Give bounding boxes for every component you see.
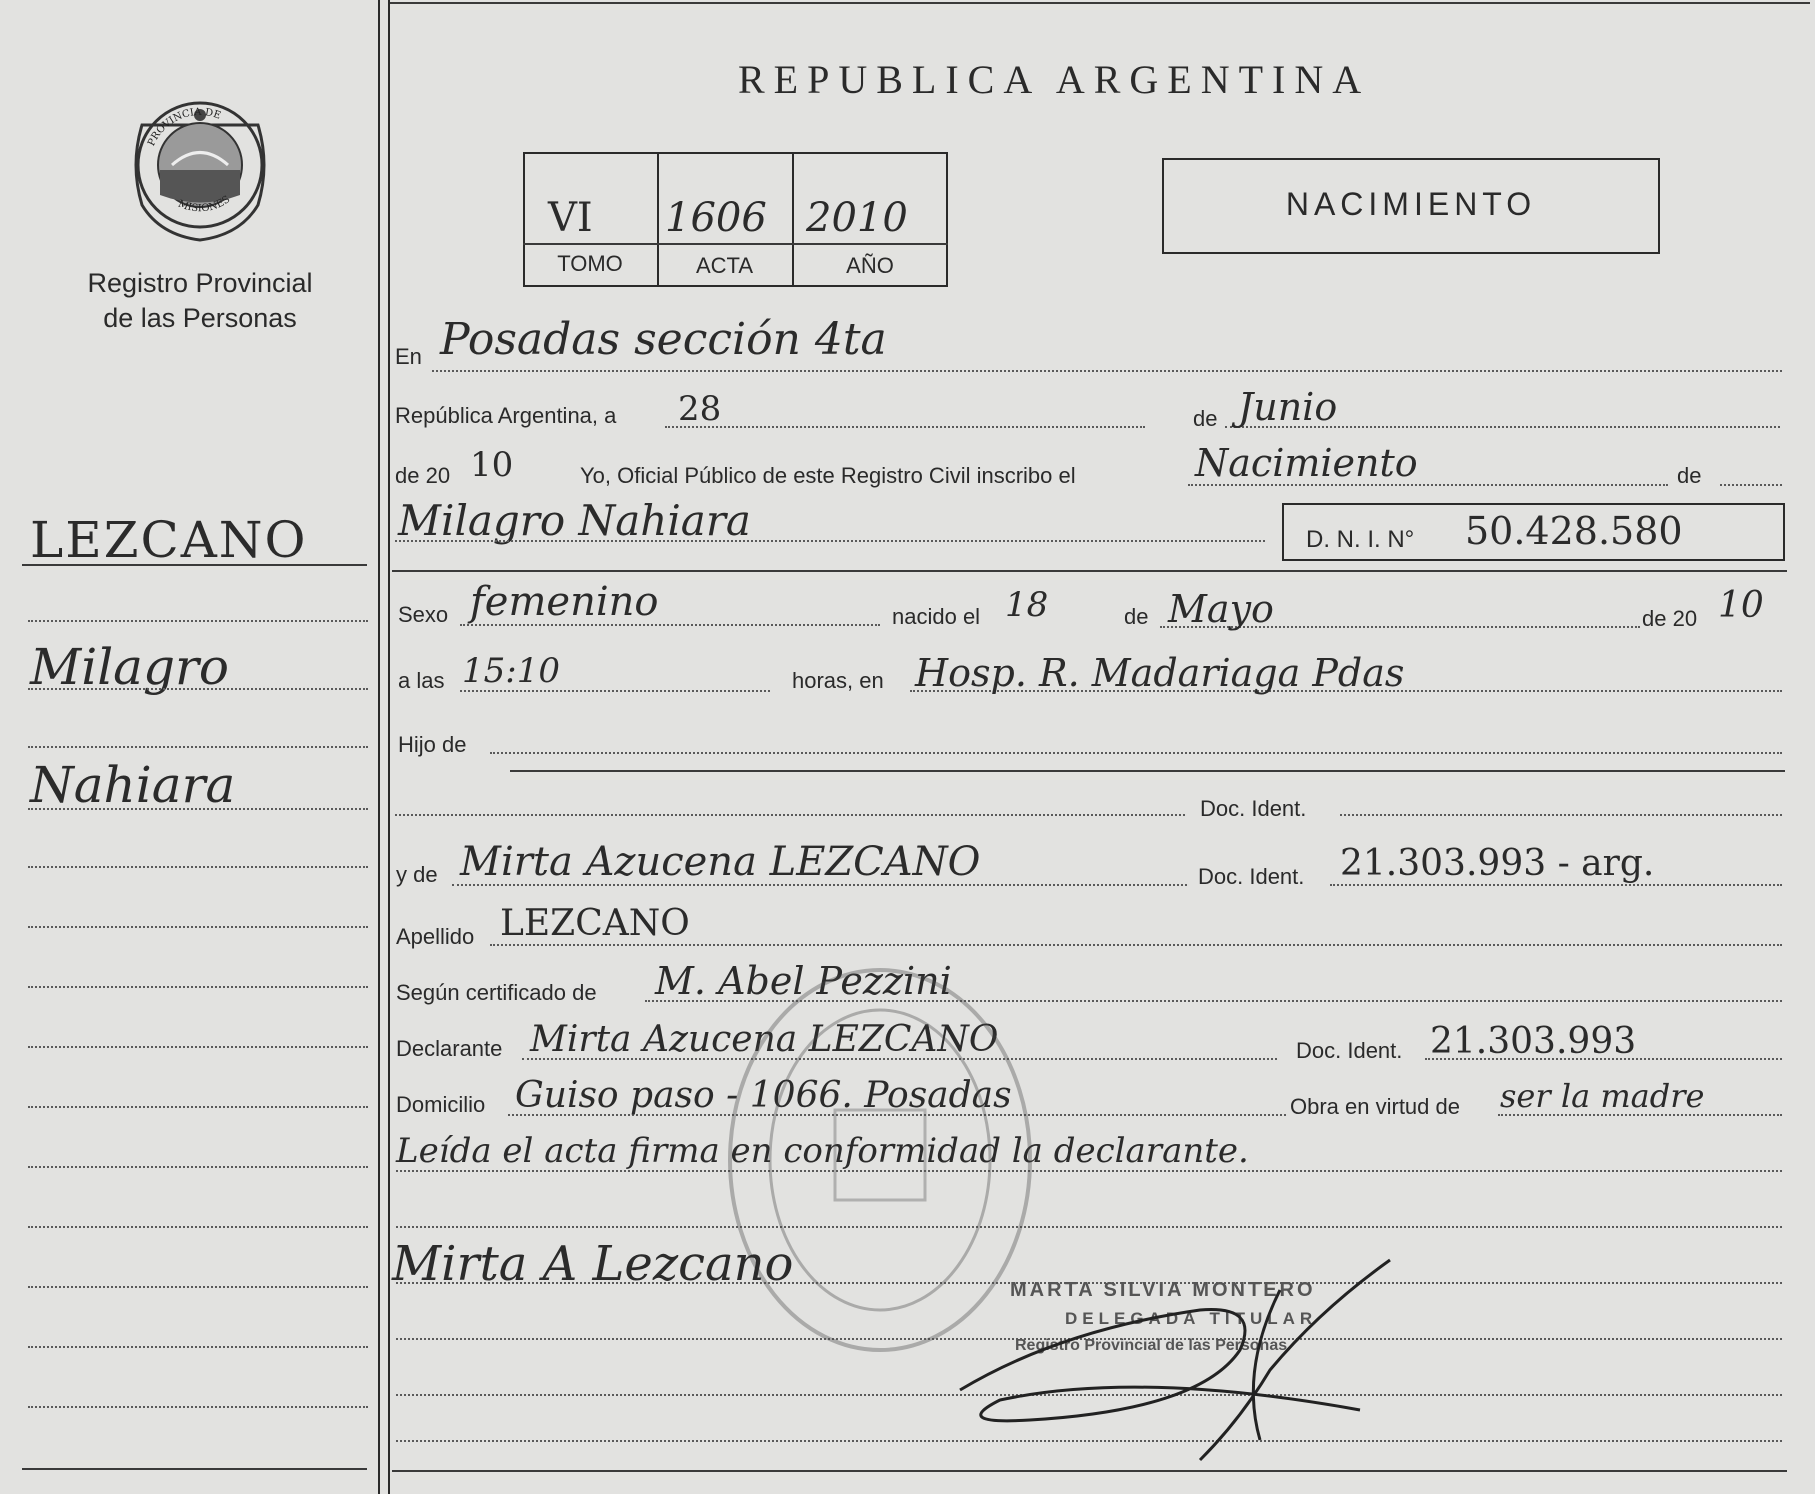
dni-label: D. N. I. N° (1306, 526, 1415, 553)
ano-value: 2010 (806, 195, 908, 241)
hijo-label: Hijo de (398, 732, 467, 757)
declarante-label: Declarante (396, 1036, 503, 1061)
country-title: REPUBLICA ARGENTINA (738, 57, 1371, 102)
left-dotline (28, 688, 368, 690)
left-dotline (28, 1286, 368, 1288)
segun-label: Según certificado de (396, 980, 597, 1005)
doc-ident-label-2: Doc. Ident. (1198, 864, 1305, 889)
left-dotline (28, 1166, 368, 1168)
birth-day: 18 (1005, 585, 1049, 625)
obra-value: ser la madre (1500, 1077, 1705, 1115)
name-dotline (395, 540, 1265, 542)
de-label-2: de (1677, 463, 1702, 488)
de20-label: de 20 (395, 463, 451, 488)
left-panel-divider (378, 0, 380, 1494)
month-value: Junio (1238, 385, 1338, 429)
domicilio-value: Guiso paso - 1066. Posadas (515, 1075, 1012, 1116)
alas-label: a las (398, 668, 445, 693)
hijo-dotline (490, 752, 1782, 754)
tomo-label: TOMO (557, 251, 623, 276)
de-label: de (1193, 406, 1218, 431)
hour-value: 15:10 (462, 651, 560, 691)
father-doc-dotline-left (395, 814, 1185, 816)
name-value: Milagro Nahiara (398, 496, 751, 545)
form-left-border (388, 0, 390, 1494)
inscribo-end-dotline (1720, 484, 1782, 486)
yde-label: y de (396, 862, 438, 887)
place-value: Hosp. R. Madariaga Pdas (915, 651, 1405, 695)
birth-month: Mayo (1168, 587, 1274, 631)
declarante-doc: 21.303.993 (1430, 1021, 1637, 1062)
left-dotline (28, 620, 368, 622)
left-dotline (28, 808, 368, 810)
left-dotline (28, 986, 368, 988)
section-divider (392, 570, 1787, 572)
left-surname-line (22, 564, 367, 566)
left-dotline (28, 1226, 368, 1228)
declarant-signature: Mirta A Lezcano (392, 1236, 794, 1292)
misiones-seal (120, 85, 280, 245)
left-dotline (28, 866, 368, 868)
left-dotline (28, 1046, 368, 1048)
seal-bottom-text: MISIONES (176, 194, 233, 215)
acta-value: 1606 (665, 195, 767, 241)
en-value: Posadas sección 4ta (440, 314, 887, 365)
yo-text: Yo, Oficial Público de este Registro Civil inscribo el (580, 463, 1076, 488)
left-second-name: Nahiara (30, 756, 236, 814)
obra-label: Obra en virtud de (1290, 1094, 1460, 1119)
reading-value: Leída el acta firma en conformidad la declarante. (396, 1131, 1249, 1171)
registry-name-line1: Registro Provincial (87, 268, 313, 298)
mother-value: Mirta Azucena LEZCANO (460, 839, 981, 885)
de-label-3: de (1124, 604, 1149, 629)
sexo-label: Sexo (398, 602, 449, 627)
apellido-dotline (490, 944, 1782, 946)
domicilio-label: Domicilio (396, 1092, 486, 1117)
mother-doc: 21.303.993 - arg. (1340, 843, 1655, 884)
ano-label: AÑO (846, 253, 894, 278)
section-divider (510, 770, 1785, 772)
de20-label-2: de 20 (1642, 606, 1698, 631)
record-box-underline (523, 243, 948, 245)
left-first-name: Milagro (30, 638, 229, 696)
declarante-value: Mirta Azucena LEZCANO (530, 1019, 999, 1060)
day-value: 28 (678, 389, 722, 429)
registry-name-line2: de las Personas (103, 303, 297, 333)
blank-dotline (396, 1226, 1782, 1228)
nacido-label: nacido el (892, 604, 981, 629)
inscribo-value: Nacimiento (1195, 441, 1418, 485)
left-dotline (28, 1106, 368, 1108)
horas-label: horas, en (792, 668, 884, 693)
left-dotline (28, 1406, 368, 1408)
dni-value: 50.428.580 (1465, 509, 1683, 553)
republica-label: República Argentina, a (395, 403, 617, 428)
left-dotline (28, 926, 368, 928)
day-dotline (665, 426, 1145, 428)
father-doc-dotline (1340, 814, 1782, 816)
doc-ident-label-3: Doc. Ident. (1296, 1038, 1403, 1063)
official-signature (940, 1250, 1420, 1470)
certificate-type: NACIMIENTO (1285, 186, 1537, 222)
stamp-title: DELEGADA TITULAR (1065, 1309, 1318, 1328)
doc-ident-label: Doc. Ident. (1200, 796, 1307, 821)
form-bottom-line (392, 1470, 1787, 1472)
left-surname: LEZCANO (30, 511, 308, 569)
en-dotline (432, 370, 1782, 372)
tomo-value: VI (548, 195, 593, 241)
left-dotline (28, 746, 368, 748)
mother-doc-dotline (1330, 884, 1782, 886)
en-label: En (395, 344, 422, 369)
birth-year: 10 (1718, 585, 1764, 626)
segun-value: M. Abel Pezzini (655, 959, 952, 1003)
top-border (390, 2, 1810, 4)
stamp-office: Registro Provincial de las Personas (1015, 1337, 1288, 1354)
apellido-label: Apellido (396, 924, 475, 949)
left-dotline (28, 1346, 368, 1348)
apellido-value: LEZCANO (500, 903, 690, 944)
acta-label: ACTA (695, 253, 754, 278)
stamp-name: MARTA SILVIA MONTERO (1010, 1279, 1316, 1301)
sexo-value: femenino (470, 579, 659, 625)
year-value: 10 (470, 445, 514, 485)
seal-top-text: PROVINCIA DE (146, 106, 223, 148)
left-bottom-line (22, 1468, 367, 1470)
